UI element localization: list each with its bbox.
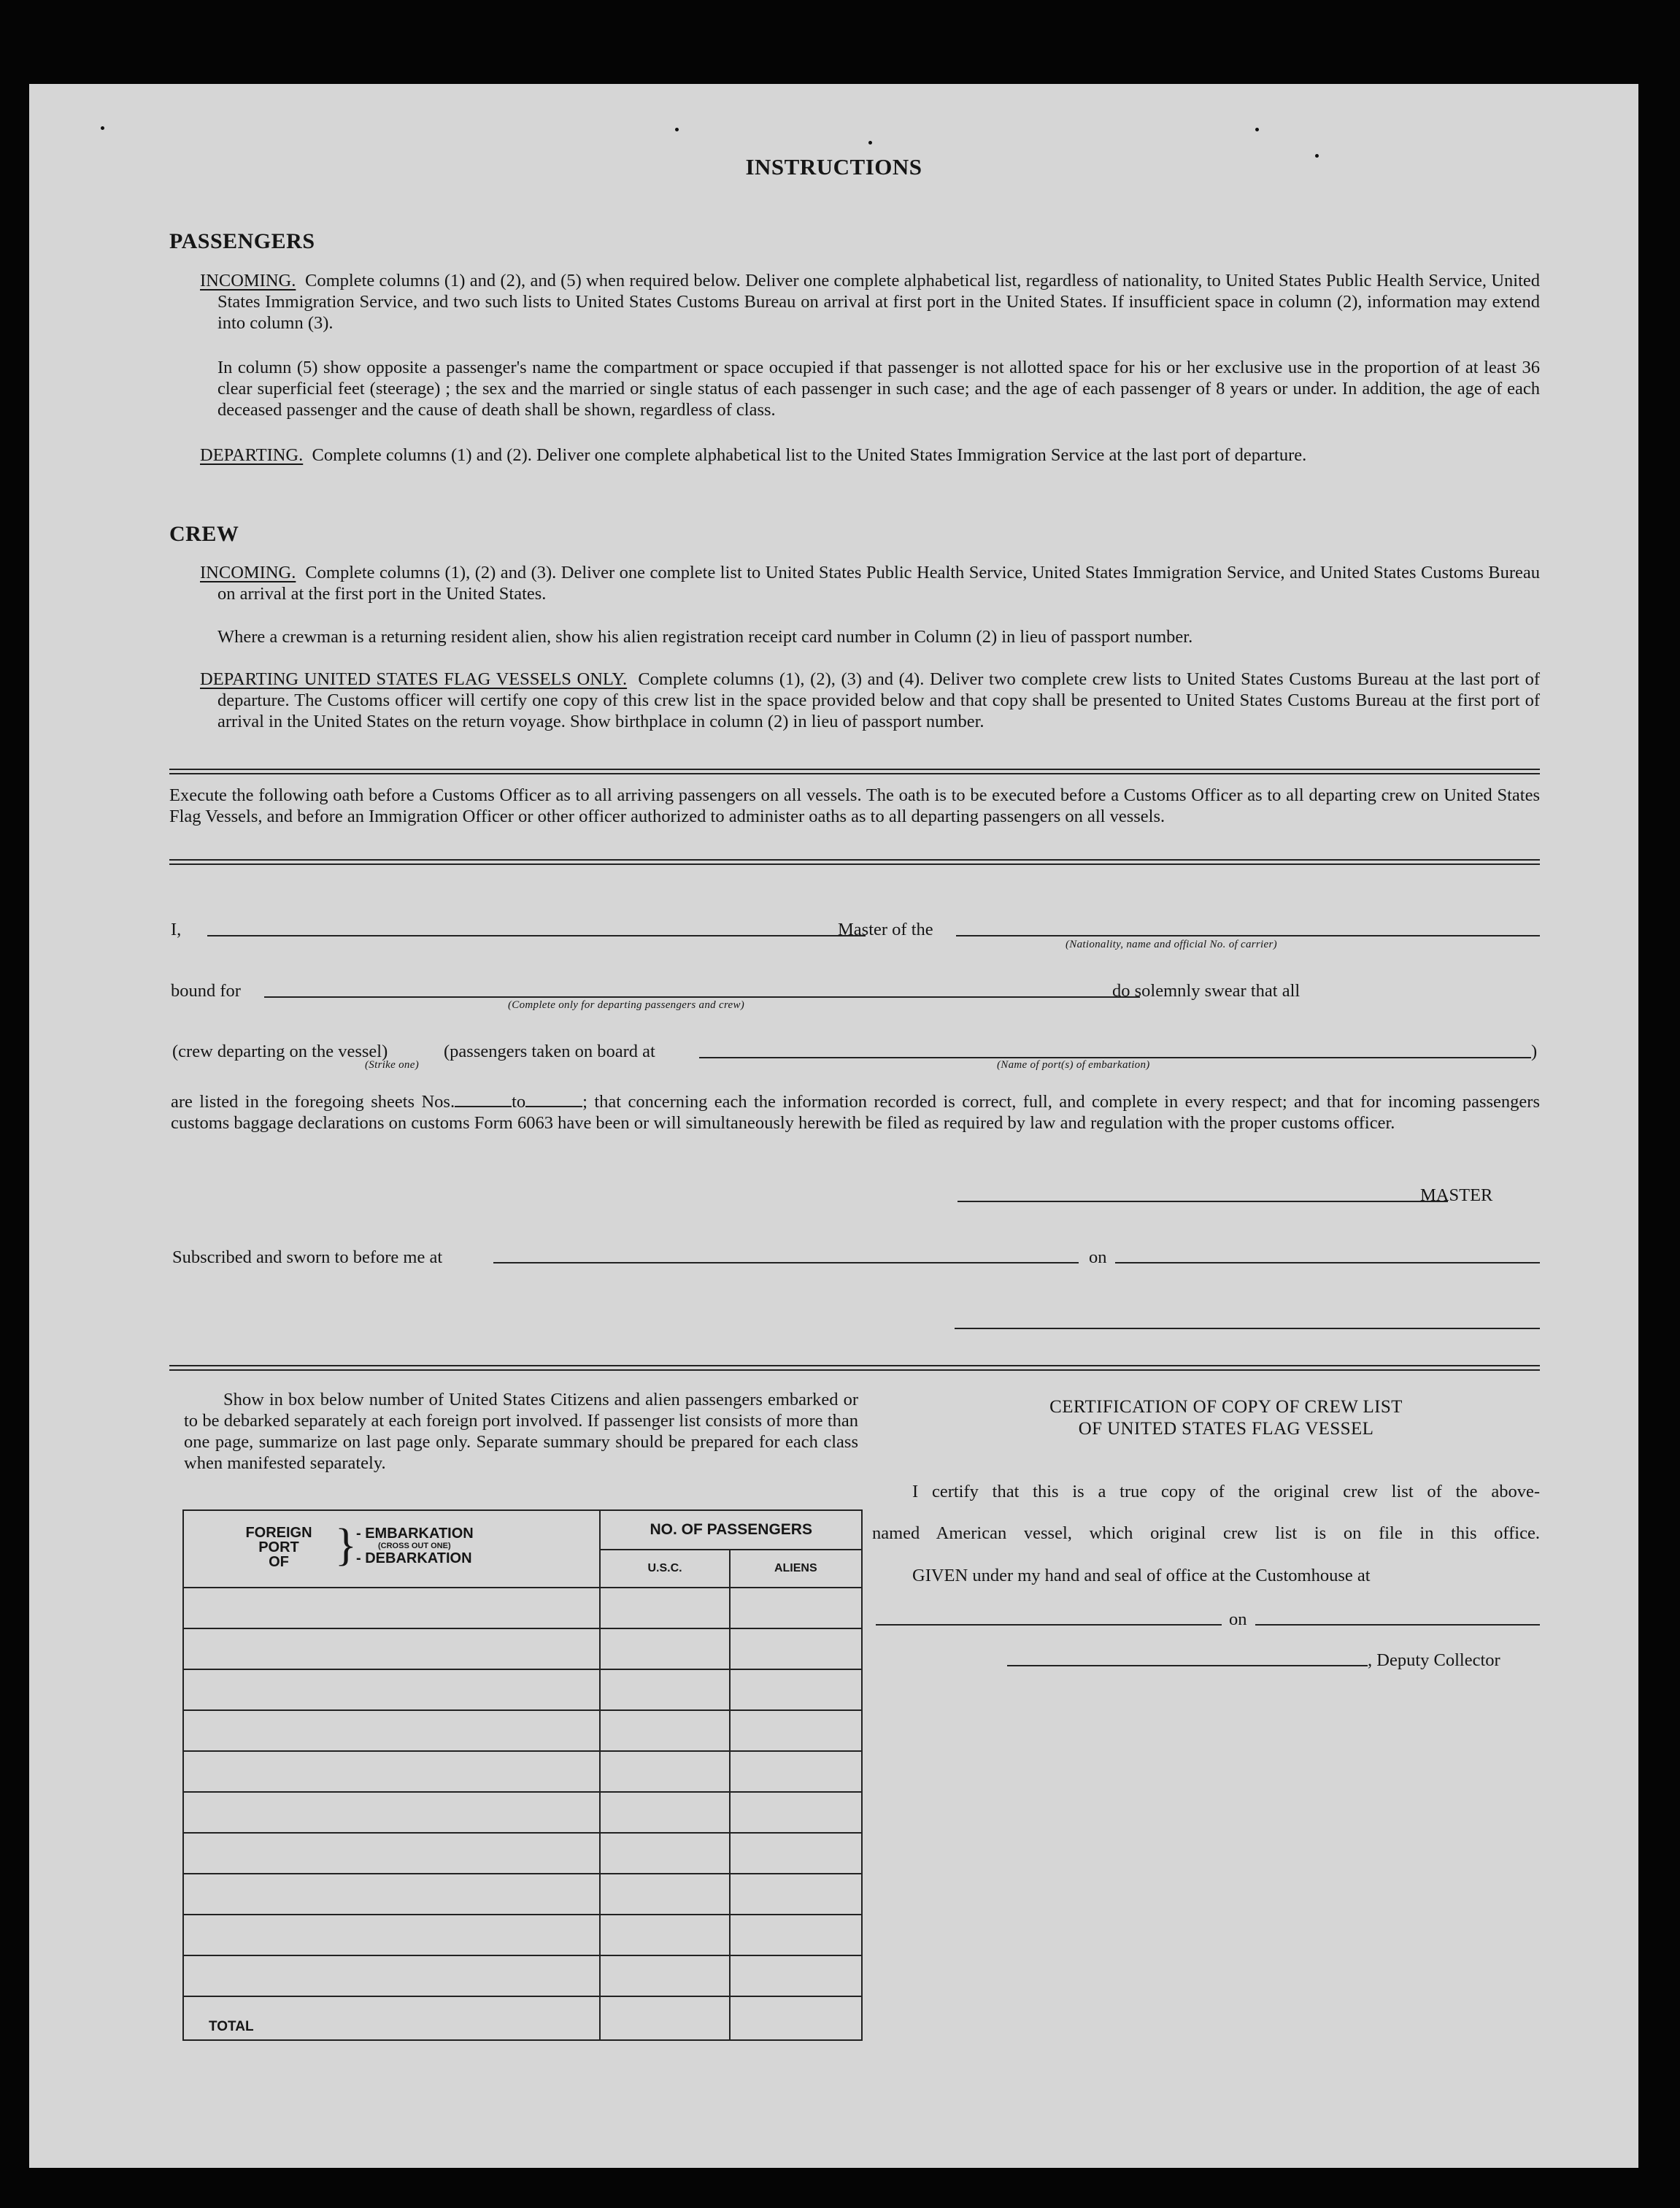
port-label: PORT	[258, 1539, 299, 1555]
usc-cell[interactable]	[600, 1792, 729, 1833]
aliens-header: ALIENS	[730, 1550, 862, 1588]
close-paren: )	[1531, 1042, 1538, 1061]
port-cell[interactable]	[183, 1669, 600, 1710]
aliens-cell[interactable]	[730, 1588, 862, 1628]
deputy-collector-label: , Deputy Collector	[1368, 1650, 1500, 1670]
aliens-cell[interactable]	[730, 1833, 862, 1874]
double-rule-middle	[169, 859, 1540, 861]
crew-departing-text: Complete columns (1), (2), (3) and (4). Deliver two complete crew lists to United States Customs Bureau at the last port of departure. The Customs officer will certify one copy of this crew list in the space provided below and that copy shall be presented to United States Customs Bureau at the first port of arrival in the United States on the return voyage. Show birthplace in column (2) in lieu of passport number.	[217, 669, 1540, 731]
passengers-departing-label: DEPARTING.	[200, 445, 304, 465]
carrier-field[interactable]	[956, 935, 1540, 936]
port-cell[interactable]	[183, 1751, 600, 1792]
crew-departing-option[interactable]: (crew departing on the vessel)	[172, 1042, 388, 1061]
aliens-cell[interactable]	[730, 1710, 862, 1751]
summary-instruction: Show in box below number of United States Citizens and alien passengers embarked or to be debarked separately at each foreign port involved. If passenger list consists of more than one page, summarize on last page only. Separate summary should be prepared for each class when manifested separately.	[184, 1390, 858, 1473]
port-cell[interactable]	[183, 1792, 600, 1833]
embarkation-option[interactable]: - EMBARKATION	[356, 1526, 474, 1542]
certification-date-field[interactable]	[1255, 1624, 1540, 1626]
port-cell[interactable]	[183, 1833, 600, 1874]
passengers-departing-paragraph	[200, 445, 1540, 466]
sheet-to-field[interactable]	[525, 1093, 582, 1107]
port-cell[interactable]	[183, 1915, 600, 1955]
oath-paragraph	[171, 1091, 1540, 1134]
crew-incoming-paragraph	[200, 562, 1540, 604]
subscribed-place-field[interactable]	[493, 1262, 1079, 1263]
aliens-total-cell[interactable]	[730, 1996, 862, 2040]
crew-heading: CREW	[169, 522, 239, 546]
passengers-heading: PASSENGERS	[169, 229, 315, 253]
sheets-label: are listed in the foregoing sheets Nos.	[171, 1092, 455, 1112]
scan-speck	[675, 128, 679, 131]
usc-cell[interactable]	[600, 1955, 729, 1996]
usc-cell[interactable]	[600, 1874, 729, 1915]
passengers-incoming-paragraph	[200, 270, 1540, 334]
subscribed-on-label: on	[1089, 1247, 1107, 1267]
no-of-passengers-header: NO. OF PASSENGERS	[600, 1510, 862, 1550]
master-signature-field[interactable]	[957, 1201, 1448, 1202]
port-caption: (Name of port(s) of embarkation)	[997, 1059, 1150, 1071]
debarkation-option[interactable]: - DEBARKATION	[356, 1550, 472, 1566]
passengers-taken-option[interactable]: (passengers taken on board at	[444, 1042, 655, 1061]
usc-cell[interactable]	[600, 1751, 729, 1792]
subscribed-label: Subscribed and sworn to before me at	[172, 1247, 443, 1267]
officer-signature-field[interactable]	[955, 1328, 1540, 1329]
master-of-label: Master of the	[838, 920, 933, 939]
deputy-signature-field[interactable]	[1007, 1665, 1368, 1666]
port-cell[interactable]	[183, 1874, 600, 1915]
embarkation-port-field[interactable]	[699, 1057, 1531, 1058]
passenger-summary-table	[182, 1509, 863, 2041]
given-line: GIVEN under my hand and seal of office at the Customhouse at	[912, 1566, 1371, 1585]
usc-cell[interactable]	[600, 1628, 729, 1669]
of-label: OF	[269, 1554, 289, 1570]
foreign-label: FOREIGN	[245, 1525, 312, 1541]
crew-departing-label: DEPARTING UNITED STATES FLAG VESSELS ONLY.	[200, 669, 628, 689]
bound-for-caption: (Complete only for departing passengers and crew)	[508, 999, 745, 1011]
master-name-field[interactable]	[207, 935, 866, 936]
usc-cell[interactable]	[600, 1669, 729, 1710]
aliens-cell[interactable]	[730, 1792, 862, 1833]
master-label: MASTER	[1420, 1185, 1493, 1205]
usc-cell[interactable]	[600, 1915, 729, 1955]
usc-header: U.S.C.	[600, 1550, 729, 1588]
oath-rest-text: ; that concerning each the information recorded is correct, full, and complete in every respect; and that for incoming passengers customs baggage declarations on customs Form 6063 have been or will simultaneously herewith be filed as required by law and regulation with the proper customs officer.	[171, 1092, 1540, 1133]
double-rule-top	[169, 769, 1540, 770]
subscribed-date-field[interactable]	[1115, 1262, 1540, 1263]
bound-for-field[interactable]	[264, 996, 1140, 998]
double-rule-bottom	[169, 1365, 1540, 1366]
passengers-incoming-text: Complete columns (1) and (2), and (5) when required below. Deliver one complete alphabetical list, regardless of nationality, to United States Public Health Service, United States Immigration Service, and two such lists to United States Customs Bureau on arrival at first port in the United States. If insufficient space in column (2), information may extend into column (3).	[217, 271, 1541, 333]
crew-incoming-text: Complete columns (1), (2) and (3). Deliver one complete list to United States Public Health Service, United States Immigration Service, and United States Customs Bureau on arrival at the first port in the United States.	[217, 563, 1540, 604]
port-cell[interactable]	[183, 1710, 600, 1751]
certification-title-line1: CERTIFICATION OF COPY OF CREW LIST	[1049, 1397, 1403, 1417]
certify-line1: I certify that this is a true copy of the original crew list of the above-	[912, 1482, 1540, 1501]
oath-instruction: Execute the following oath before a Customs Officer as to all arriving passengers on all vessels. The oath is to be executed before a Customs Officer as to all departing crew on United States Flag Vessels, and before an Immigration Officer or other officer authorized to administer oaths as to all departing passengers on all vessels.	[169, 785, 1540, 826]
usc-cell[interactable]	[600, 1833, 729, 1874]
aliens-cell[interactable]	[730, 1751, 862, 1792]
double-rule-bottom	[169, 1369, 1540, 1371]
scan-speck	[868, 141, 872, 145]
aliens-cell[interactable]	[730, 1874, 862, 1915]
port-header-cell	[183, 1510, 600, 1588]
bound-for-label: bound for	[171, 981, 241, 1001]
aliens-cell[interactable]	[730, 1669, 862, 1710]
embark-debark-options[interactable]	[356, 1526, 474, 1566]
double-rule-middle	[169, 863, 1540, 865]
certification-title-line2: OF UNITED STATES FLAG VESSEL	[1078, 1419, 1374, 1439]
brace-glyph: }	[335, 1520, 357, 1570]
crew-resident-paragraph: Where a crewman is a returning resident alien, show his alien registration receipt card number in Column (2) in lieu of passport number.	[217, 627, 1193, 647]
double-rule-top	[169, 773, 1540, 774]
aliens-cell[interactable]	[730, 1915, 862, 1955]
scan-speck	[1255, 128, 1259, 131]
form-sheet	[29, 84, 1638, 2168]
usc-cell[interactable]	[600, 1710, 729, 1751]
certification-title	[905, 1396, 1547, 1440]
crew-departing-paragraph	[200, 669, 1540, 732]
scan-speck	[101, 126, 104, 130]
page-title: INSTRUCTIONS	[745, 154, 922, 180]
passengers-incoming-label: INCOMING.	[200, 271, 296, 291]
usc-total-cell[interactable]	[600, 1996, 729, 2040]
certify-line2: named American vessel, which original crew list is on file in this office.	[872, 1523, 1540, 1543]
customhouse-field[interactable]	[876, 1624, 1222, 1626]
passengers-column5-paragraph: In column (5) show opposite a passenger's name the compartment or space occupied if that passenger is not allotted space for his or her exclusive use in the proportion of at least 36 clear superficial feet (steerage) ; the sex and the married or single status of each passenger in such case; and the age of each passenger of 8 years or under. In addition, the age of each deceased passenger and the cause of death shall be shown, regardless of class.	[217, 358, 1540, 420]
crew-incoming-label: INCOMING.	[200, 563, 296, 582]
total-label: TOTAL	[183, 1996, 600, 2040]
port-cell[interactable]	[183, 1628, 600, 1669]
swear-label: do solemnly swear that all	[1112, 981, 1301, 1001]
carrier-caption: (Nationality, name and official No. of carrier)	[1066, 939, 1277, 950]
strike-caption: (Strike one)	[365, 1059, 419, 1071]
aliens-cell[interactable]	[730, 1628, 862, 1669]
oath-i-label: I,	[171, 920, 182, 939]
cross-out-note: (CROSS OUT ONE)	[378, 1542, 451, 1550]
foreign-port-of-header	[228, 1526, 330, 1569]
port-cell[interactable]	[183, 1955, 600, 1996]
sheet-from-field[interactable]	[455, 1093, 512, 1107]
to-label: to	[512, 1092, 526, 1112]
port-cell[interactable]	[183, 1588, 600, 1628]
aliens-cell[interactable]	[730, 1955, 862, 1996]
passengers-departing-text: Complete columns (1) and (2). Deliver one complete alphabetical list to the United States Immigration Service at the last port of departure.	[312, 445, 1307, 465]
usc-cell[interactable]	[600, 1588, 729, 1628]
certification-on-label: on	[1229, 1609, 1247, 1629]
